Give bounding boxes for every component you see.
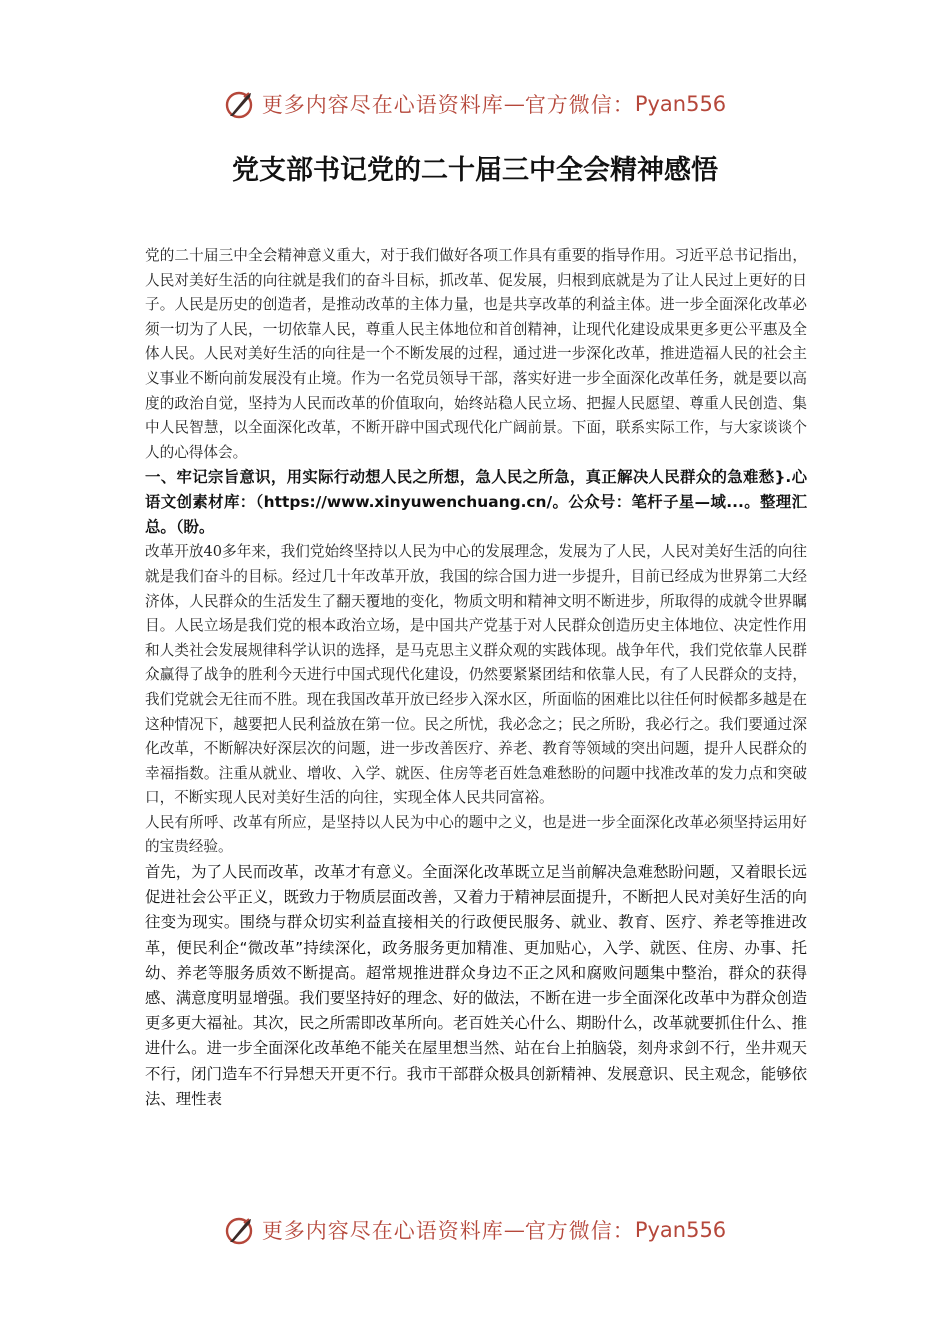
watermark-dash: — xyxy=(503,92,525,116)
intro-paragraph: 党的二十届三中全会精神意义重大，对于我们做好各项工作具有重要的指导作用。习近平总书记指出，人民对美好生活的向往就是我们的奋斗目标，抓改革、促发展，归根到底就是为了让人民过上更好的日子。人民是历史的创造者，是推动改革的主体力量，也是共享改革的利益主体。进一步全面深化改革必须一切为了人民，一切依靠人民，尊重人民主体地位和首创精神，让现代化建设成果更多更公平惠及全体人民。人民对美好生活的向往是一个不断发展的过程，通过进一步深化改革，推进造福人民的社会主义事业不断向前发展没有止境。作为一名党员领导干部，落实好进一步全面深化改革任务，就是要以高度的政治自觉，坚持为人民而改革的价值取向，始终站稳人民立场、把握人民愿望、尊重人民创造、集中人民智慧，以全面深化改革，不断开辟中国式现代化广阔前景。下面，联系实际工作，与大家谈谈个人的心得体会。 xyxy=(145,247,807,461)
footer-watermark xyxy=(0,1210,950,1250)
document-title: 党支部书记党的二十届三中全会精神感悟 xyxy=(232,155,718,186)
watermark-text: 更多内容尽在心语资料库 xyxy=(261,1219,504,1243)
watermark-suffix: 官方微信： xyxy=(524,1219,635,1243)
body-paragraph: 人民有所呼、改革有所应，是坚持以人民为中心的题中之义，也是进一步全面深化改革必须坚持运用好的宝贵经验。 xyxy=(145,813,807,856)
watermark-suffix: 官方微信： xyxy=(524,93,635,117)
watermark-wechat-id: Pyan556 xyxy=(634,92,727,116)
watermark-text: 更多内容尽在心语资料库 xyxy=(261,93,504,117)
quill-pen-circle-icon xyxy=(224,1214,256,1246)
body-paragraph: 首先，为了人民而改革，改革才有意义。全面深化改革既立足当前解决急难愁盼问题，又着眼长远促进社会公平正义，既致力于物质层面改善，又着力于精神层面提升，不断把人民对美好生活的向往变为现实。围绕与群众切实利益直接相关的行政便民服务、就业、教育、医疗、养老等推进改革，便民利企“微改革”持续深化，政务服务更加精准、更加贴心，入学、就医、住房、办事、托幼、养老等服务质效不断提高。超常规推进群众身边不正之风和腐败问题集中整治，群众的获得感、满意度明显增强。我们要坚持好的理念、好的做法，不断在进一步全面深化改革中为群众创造更多更大福祉。其次，民之所需即改革所向。老百姓关心什么、期盼什么，改革就要抓住什么、推进什么。进一步全面深化改革绝不能关在屋里想当然、站在台上拍脑袋，刻舟求剑不行，坐井观天不行，闭门造车不行异想天开更不行。我市干部群众极具创新精神、发展意识、民主观念，能够依法、理性表 xyxy=(145,863,807,1108)
body-paragraph: 改革开放40多年来，我们党始终坚持以人民为中心的发展理念，发展为了人民，人民对美好生活的向往就是我们奋斗的目标。经过几十年改革开放，我国的综合国力进一步提升，目前已经成为世界第二大经济体，人民群众的生活发生了翻天覆地的变化，物质文明和精神文明不断进步，所取得的成就令世界瞩目。人民立场是我们党的根本政治立场，是中国共产党基于对人民群众创造历史主体地位、决定性作用和人类社会发展规律科学认识的选择，是马克思主义群众观的实践体现。战争年代，我们党依靠人民群众赢得了战争的胜利今天进行中国式现代化建设，仍然要紧紧团结和依靠人民，有了人民群众的支持，我们党就会无往而不胜。现在我国改革开放已经步入深水区，所面临的困难比以往任何时候都多越是在这种情况下，越要把人民利益放在第一位。民之所忧，我必念之；民之所盼，我必行之。我们要通过深化改革，不断解决好深层次的问题，进一步改善医疗、养老、教育等领域的突出问题，提升人民群众的幸福指数。注重从就业、增收、入学、就医、住房等老百姓急难愁盼的问题中找准改革的发力点和突破口，不断实现人民对美好生活的向往，实现全体人民共同富裕。 xyxy=(145,543,807,807)
section-heading: 一、牢记宗旨意识，用实际行动想人民之所想，急人民之所急，真正解决人民群众的急难愁}.心语文创素材库：（https://www.xinyuwenchuang.cn/。公众号：笔杆子星—域...。整理汇总。（盼。 xyxy=(145,468,807,537)
watermark-wechat-id: Pyan556 xyxy=(634,1218,727,1242)
document-body xyxy=(145,244,807,1112)
header-watermark xyxy=(0,84,950,124)
watermark-dash: — xyxy=(503,1218,525,1242)
quill-pen-circle-icon xyxy=(224,88,256,120)
